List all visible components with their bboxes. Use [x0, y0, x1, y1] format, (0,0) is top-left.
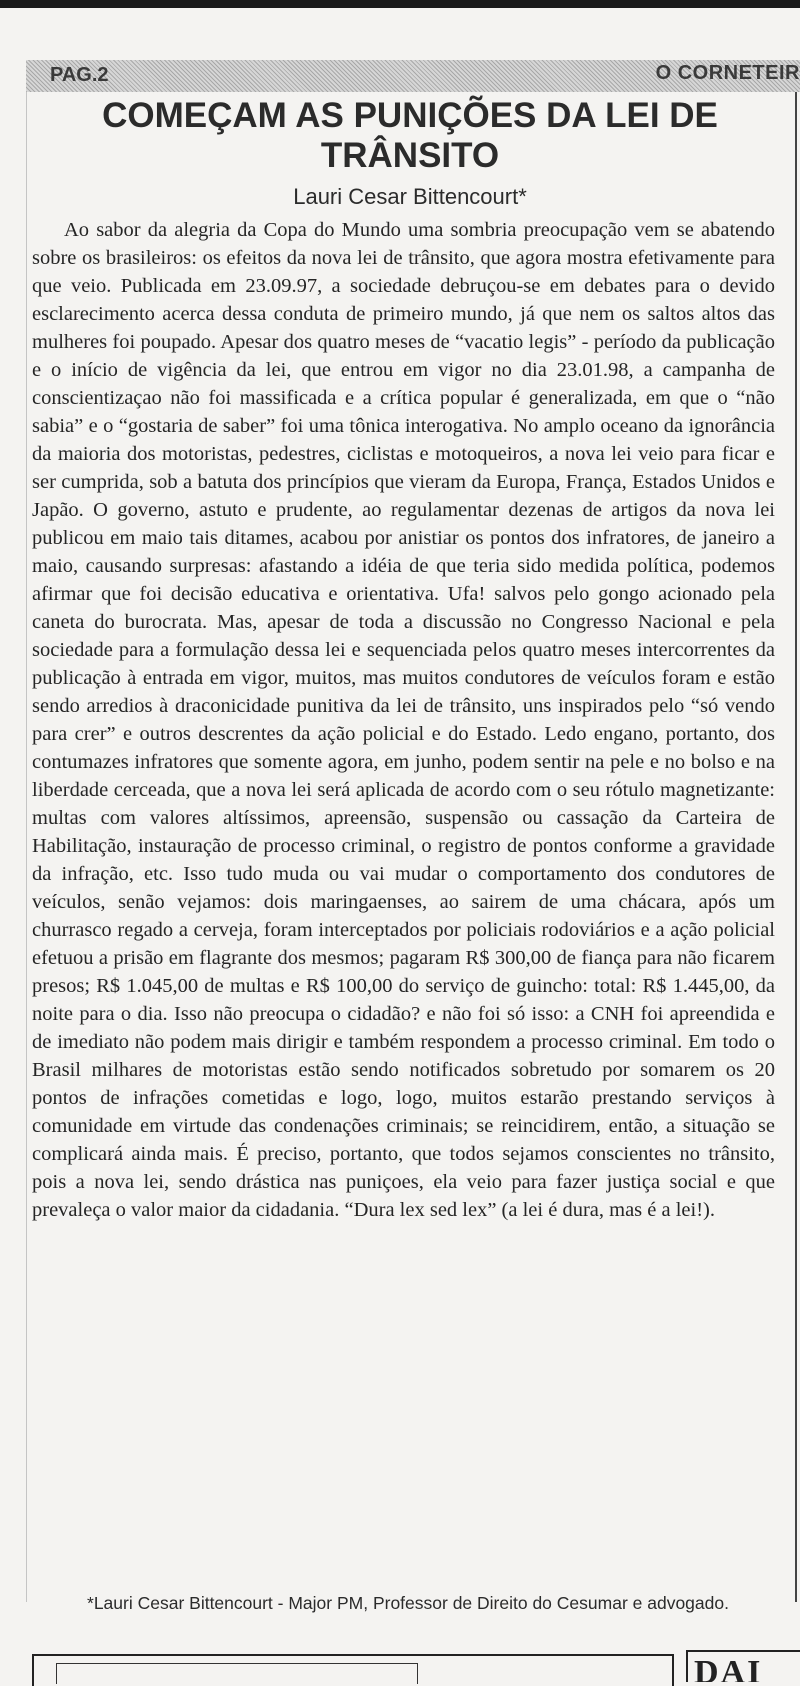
article-frame-right	[795, 92, 797, 1602]
publication-name: O CORNETEIR	[655, 62, 800, 84]
article-author: Lauri Cesar Bittencourt*	[293, 184, 527, 209]
top-edge-bar	[0, 0, 800, 8]
article-headline: COMEÇAM AS PUNIÇÕES DA LEI DE TRÂNSITO	[102, 96, 718, 175]
article-frame-left	[26, 92, 27, 1602]
next-column-heading-fragment: DAI	[694, 1654, 763, 1682]
page-number: PAG.2	[50, 64, 109, 86]
next-column-box	[686, 1650, 800, 1682]
article-body: Ao sabor da alegria da Copa do Mundo uma sombria preocupação vem se abatendo sobre os brasileiros: os efeitos da nova lei de trânsito, que agora mostra efetivamente para que veio. Publicada em 23.09.97, a sociedade debruçou-se em debates para o devido esclarecimento acerca dessa conduta de primeiro mundo, já que nem os saltos altos das mulheres foi poupado. Apesar dos quatro meses de “vacatio legis” - período da publicação e o início de vigência da lei, que entrou em vigor no dia 23.01.98, a campanha de conscientizaçao não foi massificada e a crítica popular é generalizada, em que o “não sabia” e o “gostaria de saber” foi uma tônica interogativa. No amplo oceano da ignorância da maioria dos motoristas, pedestres, ciclistas e motoqueiros, a nova lei veio para ficar e ser cumprida, sob a batuta dos princípios que vieram da Europa, França, Estados Unidos e Japão. O governo, astuto e prudente, ao regulamentar dezenas de artigos da nova lei publicou em maio tais ditames, acabou por anistiar os pontos dos infratores, de janeiro a maio, causando surpresas: afastando a idéia de que teria sido medida política, podemos afirmar que foi decisão educativa e orientativa. Ufa! salvos pelo gongo acionado pela caneta do burocrata. Mas, apesar de toda a discussão no Congresso Nacional e pela sociedade para a formulação dessa lei e sequenciada pelos quatro meses intercorrentes da publicação à entrada em vigor, muitos, mas muitos condutores de veículos foram e estão sendo arredios à draconicidade punitiva da lei de trânsito, uns inspirados pelo “só vendo para crer” e outros descrentes da ação policial e do Estado. Ledo engano, portanto, dos contumazes infratores que somente agora, em junho, podem sentir na pele e no bolso e na liberdade cerceada, que a nova lei será aplicada de acordo com o seu rótulo magnetizante: multas com valores altíssimos, apreensão, suspensão ou cassação da Carteira de Habilitação, instauração de processo criminal, o registro de pontos conforme a gravidade da infração, etc. Isso tudo muda ou vai mudar o comportamento dos condutores de veículos, senão vejamos: dois maringaenses, ao sairem de uma chácara, após um churrasco regado a cerveja, foram interceptados por policiais rodoviários e a ação policial efetuou a prisão em flagrante dos mesmos; pagaram R$ 300,00 de fiança para não ficarem presos; R$ 1.045,00 de multas e R$ 100,00 do serviço de guincho: total: R$ 1.445,00, da noite para o dia. Isso não preocupa o cidadão? e não foi só isso: a CNH foi apreendida e de imediato não podem mais dirigir e também respondem a processo criminal. Em todo o Brasil milhares de motoristas estão sendo notificados sobretudo por somarem os 20 pontos de infrações cometidas e logo, logo, muitos estarão prestando serviços à comunidade em virtude das condenações criminais; se reincidirem, então, a situação se complicará ainda mais. É preciso, portanto, que todos sejamos conscientes no trânsito, pois a nova lei, sendo drástica nas puniçoes, ela veio para fazer justiça social e que prevaleça o valor maior da cidadania. “Dura lex sed lex” (a lei é dura, mas é a lei!).	[32, 219, 775, 1221]
next-article-inner-box	[56, 1663, 418, 1684]
author-footnote: *Lauri Cesar Bittencourt - Major PM, Professor de Direito do Cesumar e advogado.	[87, 1593, 729, 1613]
